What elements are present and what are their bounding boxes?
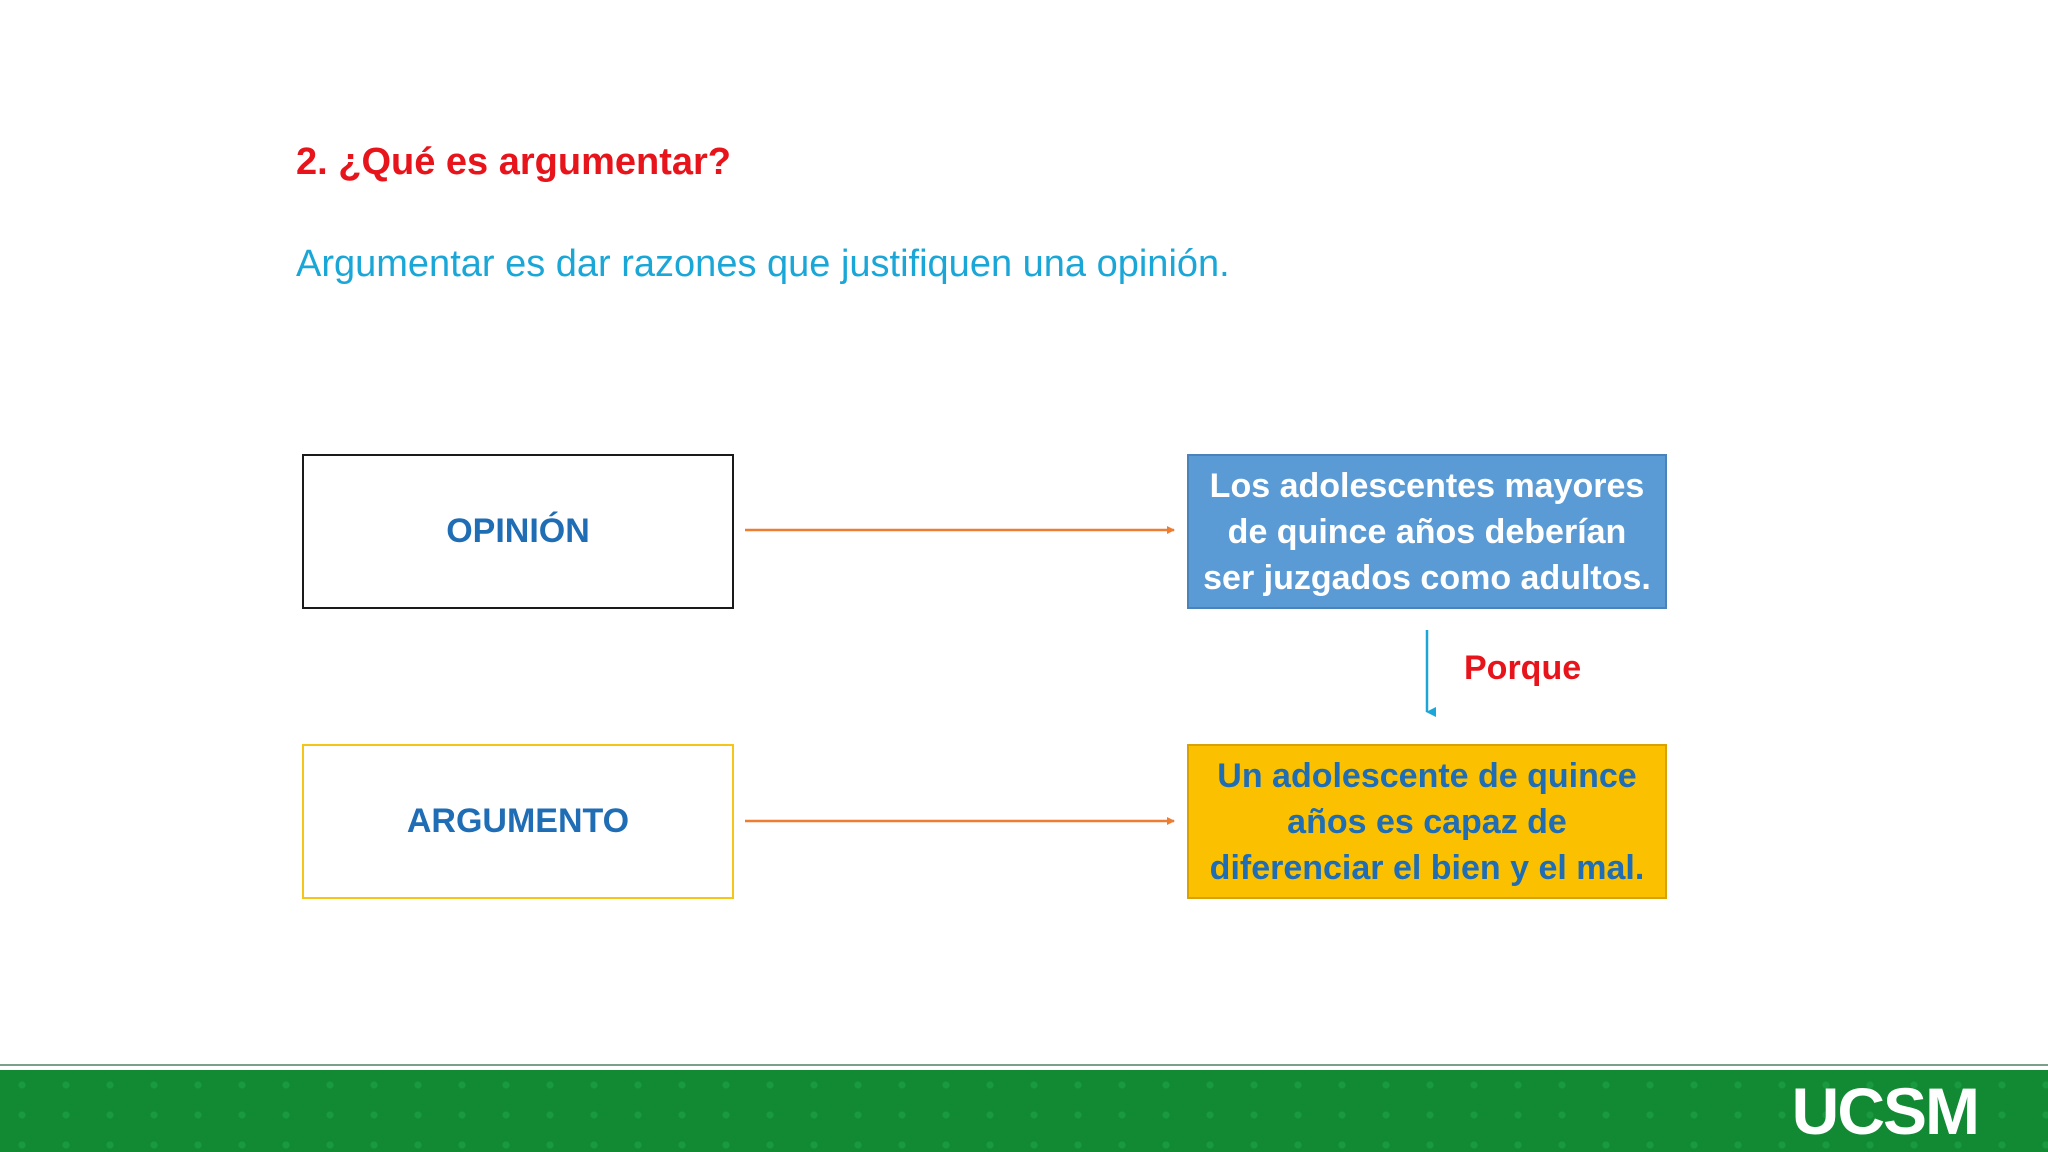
argument-label: ARGUMENTO <box>406 802 630 840</box>
slide-title: 2. ¿Qué es argumentar? <box>296 141 732 183</box>
opinion-example-text: Los adolescentes mayores de quince años deberían ser juzgados como adultos. <box>1203 466 1651 597</box>
opinion-label: OPINIÓN <box>446 512 590 550</box>
definition-text: Argumentar es dar razones que justifiquen una opinión. <box>296 243 1230 285</box>
ucsm-logo: UCSM <box>1791 1074 1978 1148</box>
argument-example-text: Un adolescente de quince años es capaz de diferenciar el bien y el mal. <box>1209 756 1645 887</box>
connector-label: Porque <box>1464 649 1582 687</box>
footer-divider <box>0 1064 2048 1066</box>
footer-band <box>0 1070 2048 1152</box>
